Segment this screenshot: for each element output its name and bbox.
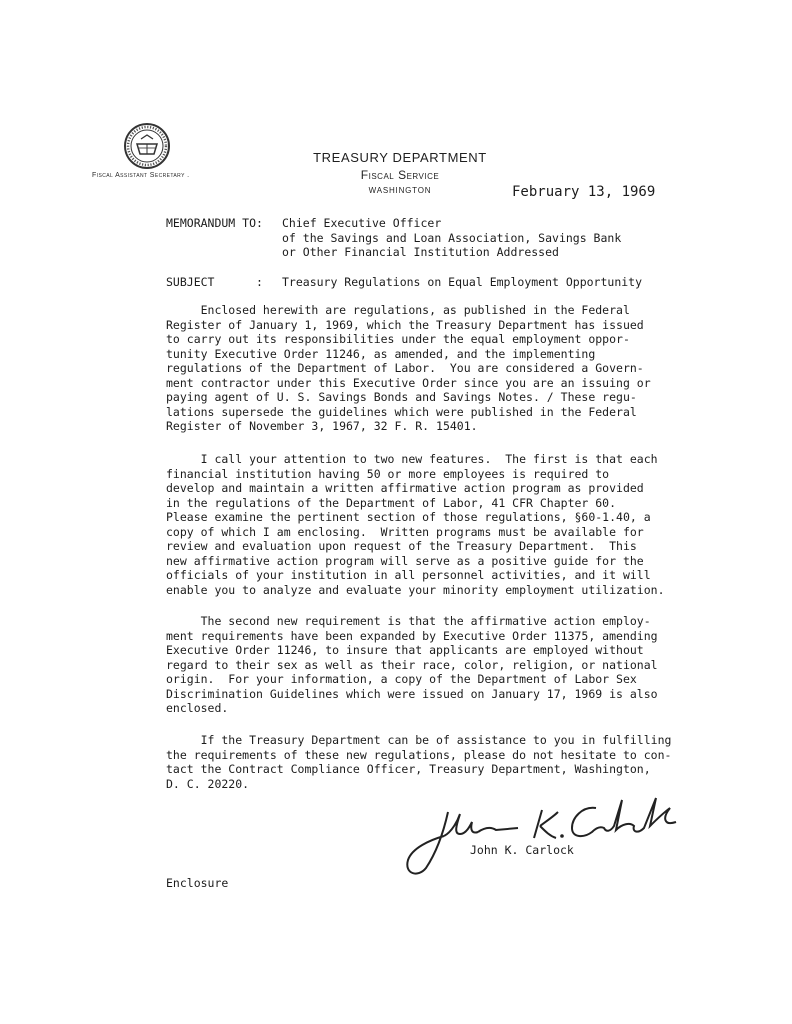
- paragraph-line: new affirmative action program will serve as a positive guide for the: [166, 553, 644, 568]
- office-label: Fiscal Assistant Secretary .: [92, 172, 190, 179]
- paragraph-line: Register of January 1, 1969, which the Treasury Department has issued: [166, 317, 644, 332]
- subject-text: Treasury Regulations on Equal Employment Opportunity: [282, 275, 643, 289]
- recipient-line: of the Savings and Loan Association, Savings Bank: [282, 230, 622, 245]
- paragraph-line: ment requirements have been expanded by Executive Order 11375, amending: [166, 628, 658, 643]
- enclosure-note: Enclosure: [166, 876, 229, 890]
- paragraph-line: paying agent of U. S. Savings Bonds and Savings Notes. / These regu-: [166, 390, 637, 404]
- department-title: TREASURY DEPARTMENT: [313, 150, 487, 165]
- paragraph-line: develop and maintain a written affirmative action program as provided: [166, 481, 644, 495]
- memo-to-label: MEMORANDUM TO:: [166, 216, 263, 230]
- body-paragraph-4: [166, 733, 671, 791]
- paragraph-line: The second new requirement is that the affirmative action employ-: [166, 614, 651, 628]
- paragraph-line: Register of November 3, 1967, 32 F. R. 15401.: [166, 419, 478, 433]
- city-label: WASHINGTON: [368, 186, 432, 195]
- paragraph-line: enable you to analyze and evaluate your minority employment utilization.: [166, 582, 665, 597]
- paragraph-line: origin. For your information, a copy of the Department of Labor Sex: [166, 672, 637, 686]
- paragraph-line: Enclosed herewith are regulations, as published in the Federal: [166, 303, 630, 317]
- paragraph-line: in the regulations of the Department of Labor, 41 CFR Chapter 60.: [166, 495, 617, 510]
- paragraph-line: review and evaluation upon request of the Treasury Department. This: [166, 539, 637, 553]
- paragraph-line: copy of which I am enclosing. Written programs must be available for: [166, 524, 644, 539]
- paragraph-line: to carry out its responsibilities under the equal employment oppor-: [166, 332, 630, 346]
- recipient-line: Chief Executive Officer: [282, 216, 442, 230]
- paragraph-line: regard to their sex as well as their race, color, religion, or national: [166, 657, 658, 672]
- service-title: Fiscal Service: [360, 168, 440, 182]
- handwritten-signature: [400, 790, 690, 880]
- paragraph-line: I call your attention to two new features. The first is that each: [166, 452, 658, 466]
- signer-name: John K. Carlock: [470, 843, 574, 857]
- letter-date: February 13, 1969: [512, 184, 656, 200]
- memo-recipient: [282, 216, 621, 260]
- paragraph-line: If the Treasury Department can be of assistance to you in fulfilling: [166, 733, 672, 747]
- paragraph-line: tunity Executive Order 11246, as amended, and the implementing: [166, 346, 596, 361]
- body-paragraph-1: [166, 303, 651, 434]
- paragraph-line: enclosed.: [166, 701, 229, 715]
- paragraph-line: officials of your institution in all personnel activities, and it will: [166, 568, 651, 582]
- paragraph-line: ment contractor under this Executive Order since you are an issuing or: [166, 375, 651, 390]
- recipient-line: or Other Financial Institution Addressed: [282, 245, 559, 259]
- paragraph-line: Please examine the pertinent section of those regulations, §60-1.40, a: [166, 510, 651, 524]
- paragraph-line: D. C. 20220.: [166, 776, 250, 791]
- paragraph-line: lations supersede the guidelines which were published in the Federal: [166, 404, 637, 419]
- body-paragraph-2: [166, 452, 665, 597]
- paragraph-line: the requirements of these new regulations, please do not hesitate to con-: [166, 747, 672, 762]
- paragraph-line: financial institution having 50 or more employees is required to: [166, 466, 610, 481]
- treasury-seal-icon: [123, 122, 171, 170]
- subject-label: SUBJECT :: [166, 275, 263, 289]
- paragraph-line: Discrimination Guidelines which were issued on January 17, 1969 is also: [166, 686, 658, 701]
- paragraph-line: tact the Contract Compliance Officer, Treasury Department, Washington,: [166, 762, 651, 776]
- paragraph-line: Executive Order 11246, to insure that applicants are employed without: [166, 643, 644, 657]
- paragraph-line: regulations of the Department of Labor. You are considered a Govern-: [166, 361, 644, 375]
- body-paragraph-3: [166, 614, 658, 716]
